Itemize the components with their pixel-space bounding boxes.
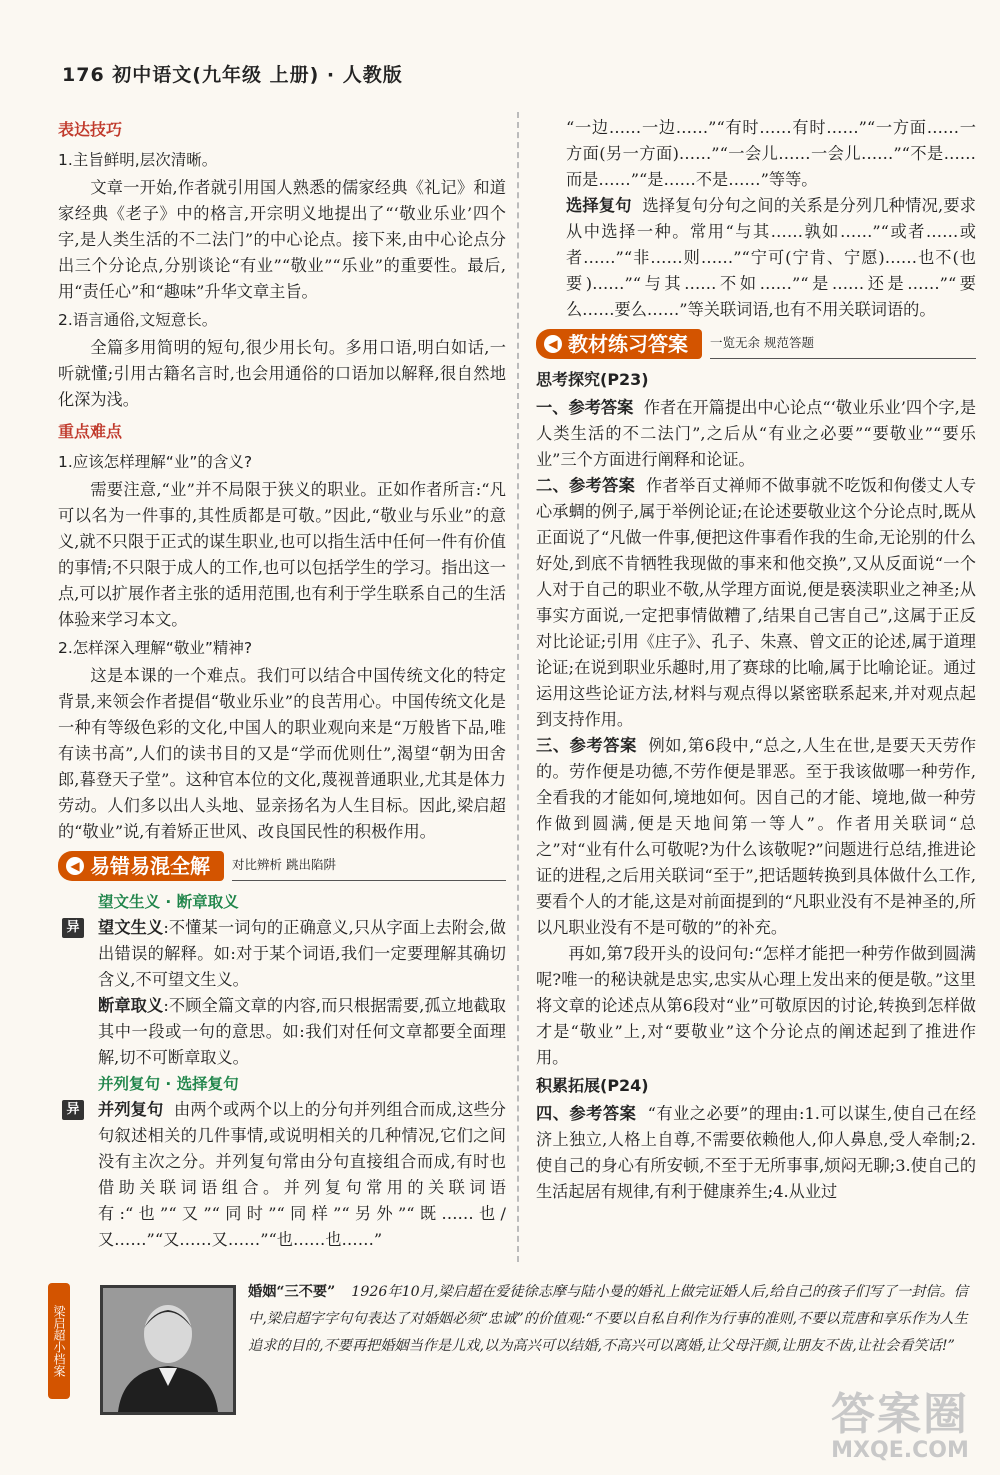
item-title: 2.怎样深入理解“敬业”精神? [58, 639, 253, 657]
subsection-heading: 积累拓展(P24) [536, 1076, 649, 1095]
answer-paragraph: 再如,第7段开头的设问句:“怎样才能把一种劳作做到圆满呢?唯一的秘诀就是忠实,忠实从心理上发出来的便是敬。”这里将文章的论述点从第6段对“业”可敬原因的讨论,转换到怎样做才是“敬业”上,对“要敬业”这个分论点的阐述起到了推进作用。 [536, 944, 976, 1067]
confusable-block [58, 1097, 506, 1253]
answer-paragraph: 三、参考答案 例如,第6段中,“总之,人生在世,是要天天劳作的。劳作便是功德,不劳作便是罪恶。至于我该做哪一种劳作,全看我的才能如何,境地如何。因自己的才能、境地,做一种劳作做到圆满,便是天地间第一等人”。作者用关联词“总之”对“业有什么可敬呢?为什么该敬呢?”问题进行总结,推进论证的进程,之后用关联词“至于”,把话题转换到具体做什么工作,要看个人的才能,这是对前面提到的“凡职业没有不是神圣的,所以凡职业没有不是可敬的”的补充。 [536, 736, 977, 937]
definition-paragraph: 断章取义:不顾全篇文章的内容,而只根据需要,孤立地截取其中一段或一句的意思。如:我们对任何文章都要全面理解,切不可断章取义。 [98, 996, 506, 1067]
item-body: 这是本课的一个难点。我们可以结合中国传统文化的特定背景,来领会作者提倡“敬业乐业”的良苦用心。中国传统文化是一种有等级色彩的文化,中国人的职业观向来是“万般皆下品,唯有读书高”,人们的读书目的又是“学而优则仕”,渴望“朝为田舍郎,暮登天子堂”。这种官本位的文化,蔑视普通职业,尤其是体力劳动。人们多以出人头地、显亲扬名为人生目标。因此,梁启超的“敬业”说,有着矫正世风、改良国民性的积极作用。 [58, 666, 506, 841]
confusable-pair-heading: 并列复句 · 选择复句 [98, 1075, 239, 1093]
confusable-pair-heading: 望文生义 · 断章取义 [98, 893, 239, 911]
definition-paragraph: 望文生义:不懂某一词句的正确意义,只从字面上去附会,做出错误的解释。如:对于某个词语,我们一定要理解其确切含义,不可望文生义。 [98, 918, 506, 989]
right-column [536, 115, 976, 1205]
banner-confusables [58, 851, 506, 881]
anecdote-title: 婚姻“三不要” [248, 1284, 336, 1300]
page-header: 176 初中语文(九年级 上册) · 人教版 [62, 64, 403, 86]
watermark-logo: 答案圈 MXQE.COM [831, 1389, 969, 1463]
left-column [58, 115, 506, 1253]
item-body: 全篇多用简明的短句,很少用长句。多用口语,明白如话,一听就懂;引用古籍名言时,也会用通俗的口语加以解释,很自然地化深为浅。 [58, 338, 506, 409]
definition-paragraph: 并列复句 由两个或两个以上的分句并列组合而成,这些分句叙述相关的几件事情,或说明相关的几种情况,它们之间没有主次之分。并列复句常由分句直接组合而成,有时也借助关联词语组合。并列复句常用的关联词语有:“也”“又”“同时”“同样”“另外”“既……也/又……”“又……又……”“也……也……” [98, 1100, 506, 1249]
section-title-expression: 表达技巧 [58, 120, 123, 139]
banner-title: 易错易混全解 [90, 854, 210, 878]
difference-icon: 异 [62, 1100, 84, 1120]
answer-paragraph: 二、参考答案 作者举百丈禅师不做事就不吃饭和佝偻丈人专心承蜩的例子,属于举例论证;在论述要敬业这个分论点时,既从正面说了“凡做一件事,便把这件事看作我的生命,无论别的什么好处,到底不肯牺牲我现做的事来和他交换”,又从反面说“一个人对于自己的职业不敬,从学理方面说,便是亵渎职业之神圣;从事实方面说,一定把事情做糟了,结果自己害自己”,这属于正反对比论证;引用《庄子》、孔子、朱熹、曾文正的论述,属于道理论证;在说到职业乐趣时,用了赛球的比喻,属于比喻论证。通过运用这些论证方法,材料与观点得以紧密联系起来,并对观点起到支持作用。 [536, 476, 977, 729]
speaker-icon: ◀ [66, 857, 84, 875]
banner-answers [536, 329, 976, 359]
subsection-heading: 思考探究(P23) [536, 370, 649, 389]
portrait-image [103, 1288, 233, 1412]
item-body: 文章一开始,作者就引用国人熟悉的儒家经典《礼记》和道家经典《老子》中的格言,开宗明义地提出了“‘敬业乐业’四个字,是人类生活的不二法门”的中心论点。接下来,由中心论点分出三个分论点,分别谈论“有业”“敬业”“乐业”的重要性。最后,用“责任心”和“趣味”升华文章主旨。 [58, 178, 506, 301]
portrait-photo [100, 1285, 236, 1415]
speaker-icon: ◀ [544, 335, 562, 353]
banner-subtitle: 对比辨析 跳出陷阱 [232, 852, 506, 881]
confusable-block [58, 915, 506, 1071]
column-divider [517, 112, 519, 1262]
section-title-key-points: 重点难点 [58, 422, 123, 441]
item-title: 1.应该怎样理解“业”的含义? [58, 453, 253, 471]
banner-title: 教材练习答案 [568, 332, 688, 356]
profile-stamp: 梁启超小档案 [48, 1283, 70, 1399]
item-body: 需要注意,“业”并不局限于狭义的职业。正如作者所言:“凡可以名为一件事的,其性质都是可敬。”因此,“敬业与乐业”的意义,就不只限于正式的谋生职业,也可以指生活中任何一件有价值的事情;不只限于成人的工作,也可以包括学生的学习。指出这一点,可以扩展作者主张的适用范围,也有利于学生联系自己的生活体验来学习本文。 [58, 480, 506, 629]
continued-text: “一边……一边……”“有时……有时……”“一方面……一方面(另一方面)……”“一会儿……一会儿……”“不是……而是……”“是……不是……”等等。 [566, 118, 976, 189]
answer-paragraph: 一、参考答案 作者在开篇提出中心论点“‘敬业乐业’四个字,是人类生活的不二法门”,之后从“有业之必要”“要敬业”“要乐业”三个方面进行阐释和论证。 [536, 398, 977, 469]
definition-paragraph: 选择复句 选择复句分句之间的关系是分列几种情况,要求从中选择一种。常用“与其……孰如……”“或者……或者……”“非……则……”“宁可(宁肯、宁愿)……也不(也要)……”“与其……不如……”“是……还是……”“要么……要么……”等关联词语,也有不用关联词语的。 [566, 196, 976, 319]
anecdote-text: 婚姻“三不要” 1926年10月,梁启超在爱徒徐志摩与陆小曼的婚礼上做完证婚人后,给自己的孩子们写了一封信。信中,梁启超字字句句表达了对婚姻必须“忠诚”的价值观:“不要以自私自利作为行事的准则,不要以荒唐和享乐作为人生追求的目的,不要再把婚姻当作是儿戏,以为高兴可以结婚,不高兴可以离婚,让父母汗颜,让朋友不齿,让社会看笑话!” [248, 1284, 968, 1354]
difference-icon: 异 [62, 918, 84, 938]
item-title: 2.语言通俗,文短意长。 [58, 311, 218, 329]
item-title: 1.主旨鲜明,层次清晰。 [58, 151, 218, 169]
answer-paragraph: 四、参考答案 “有业之必要”的理由:1.可以谋生,使自己在经济上独立,人格上自尊,不需要依赖他人,仰人鼻息,受人牵制;2.使自己的身心有所安顿,不至于无所事事,烦闷无聊;3.使自己的生活起居有规律,有利于健康养生;4.从业过 [536, 1104, 977, 1201]
banner-subtitle: 一览无余 规范答题 [710, 330, 976, 359]
